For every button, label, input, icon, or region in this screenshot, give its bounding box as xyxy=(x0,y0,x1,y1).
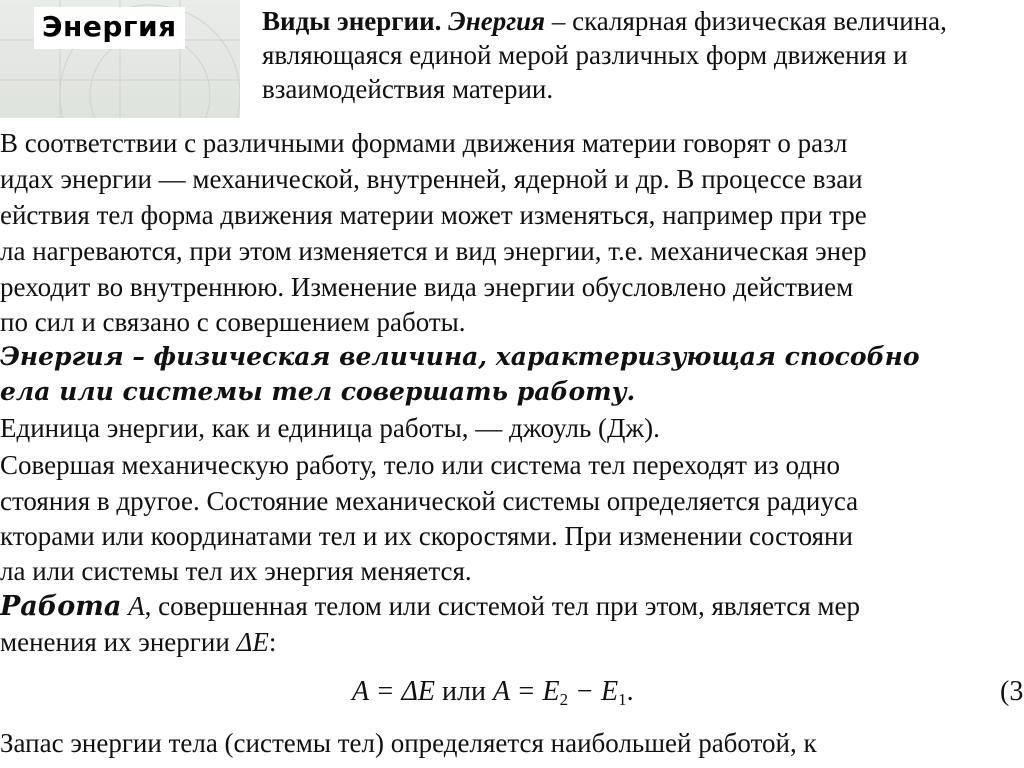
paragraph2-line: ла или системы тел их энергия меняется. xyxy=(0,556,472,586)
paragraph1-line: ействия тел форма движения материи может изменяться, например при тре xyxy=(0,200,867,230)
paragraph1-line: В соответствии с различными формами движения материи говорят о разл xyxy=(0,128,848,158)
formula-sub1: 1 xyxy=(618,690,627,709)
work-line2-text: менения их энергии xyxy=(0,627,237,657)
work-delta: ΔE xyxy=(236,627,269,657)
formula-middle: или xyxy=(435,676,493,707)
work-symbol: A xyxy=(121,591,145,621)
unit-line: Единица энергии, как и единица работы, — джоуль (Дж). xyxy=(0,413,660,443)
work-rest: , совершенная телом или системой тел при этом, является мер xyxy=(144,591,860,621)
equation-number: (3 xyxy=(1000,676,1024,707)
work-line-2 xyxy=(0,626,1024,658)
paragraph1-line: реходит во внутреннюю. Изменение вида энергии обусловлено действием xyxy=(0,272,854,302)
slide-title: Энергия xyxy=(34,7,185,49)
header-term: Энергия xyxy=(448,6,546,36)
formula-end: . xyxy=(626,676,634,707)
last-line: Запас энергии тела (системы тел) определяется наибольшей работой, к xyxy=(0,728,817,758)
formula-minus: − E xyxy=(568,676,619,707)
formula-left: A = ΔE xyxy=(352,676,436,707)
work-term: Работа xyxy=(0,591,122,622)
paragraph2-line: Совершая механическую работу, тело или система тел переходят из одно xyxy=(0,450,840,480)
formula-a: A = E xyxy=(492,676,560,707)
work-colon: : xyxy=(268,627,277,657)
formula xyxy=(352,675,634,717)
paragraph1-line: по сил и связано с совершением работы. xyxy=(0,307,466,337)
paragraph1-line: ла нагреваются, при этом изменяется и вид энергии, т.е. механическая энер xyxy=(0,236,867,266)
header-lead: Виды энергии. xyxy=(262,6,442,36)
paragraph1-line: идах энергии — механической, внутренней, ядерной и др. В процессе взаи xyxy=(0,164,863,194)
formula-sub2: 2 xyxy=(559,690,569,709)
definition-line: ела или системы тел совершать работу. xyxy=(0,377,636,406)
work-line xyxy=(0,590,1024,623)
header-decoration xyxy=(0,0,240,118)
definition-line: Энергия – физическая величина, характеризующая способно xyxy=(0,342,920,371)
header-definition xyxy=(262,4,1014,106)
paragraph2-line: кторами или координатами тел и их скоростями. При изменении состояни xyxy=(0,521,853,551)
header-rest: – скалярная физическая величина, являющаяся единой мерой различных форм движения и взаимодействия материи. xyxy=(262,6,947,104)
header-band xyxy=(0,0,1024,120)
paragraph2-line: стояния в другое. Состояние механической системы определяется радиуса xyxy=(0,486,859,516)
